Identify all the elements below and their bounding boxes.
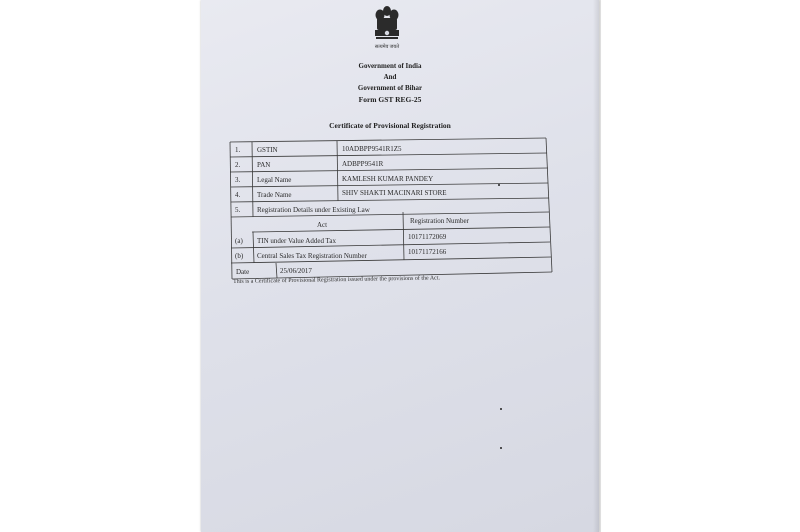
header-line-2: And [383, 73, 397, 81]
vat-tin-label: TIN under Value Added Tax [257, 237, 336, 245]
date-value: 25/06/2017 [280, 267, 312, 275]
trade-name-label: Trade Name [257, 191, 292, 199]
cst-registration-value: 10171172166 [408, 248, 447, 256]
footer-note: This is a Certificate of Provisional Registration issued under the provisions of the Act. [233, 275, 441, 285]
row-3-number: 3. [235, 176, 241, 184]
paper-speck [498, 184, 500, 186]
cst-registration-label: Central Sales Tax Registration Number [257, 252, 367, 260]
row-2-number: 2. [235, 161, 241, 169]
header-line-1: Government of India [358, 62, 422, 70]
vat-tin-value: 10171172069 [408, 233, 447, 241]
gstin-label: GSTIN [257, 146, 278, 154]
existing-law-label: Registration Details under Existing Law [257, 206, 370, 214]
pan-value: ADBPP9541R [342, 160, 384, 168]
registration-number-column-header: Registration Number [410, 217, 469, 225]
header-line-3: Government of Bihar [357, 84, 423, 92]
row-b-mark: (b) [235, 252, 244, 260]
act-column-header: Act [317, 221, 328, 229]
row-1-number: 1. [235, 146, 241, 154]
trade-name-value: SHIV SHAKTI MACINARI STORE [342, 189, 447, 197]
gstin-value: 10ADBPP9541R1Z5 [342, 145, 402, 153]
legal-name-label: Legal Name [257, 176, 292, 184]
row-4-number: 4. [235, 191, 241, 199]
certificate-title: Certificate of Provisional Registration [329, 121, 451, 130]
row-5-number: 5. [235, 206, 241, 214]
paper-speck [500, 447, 502, 449]
legal-name-value: KAMLESH KUMAR PANDEY [342, 175, 434, 183]
paper-speck [500, 408, 502, 410]
emblem-caption: सत्यमेव जयते [374, 45, 400, 50]
row-a-mark: (a) [235, 237, 243, 245]
form-name: Form GST REG-25 [358, 95, 422, 104]
pan-label: PAN [257, 161, 271, 169]
date-label: Date [236, 268, 250, 276]
